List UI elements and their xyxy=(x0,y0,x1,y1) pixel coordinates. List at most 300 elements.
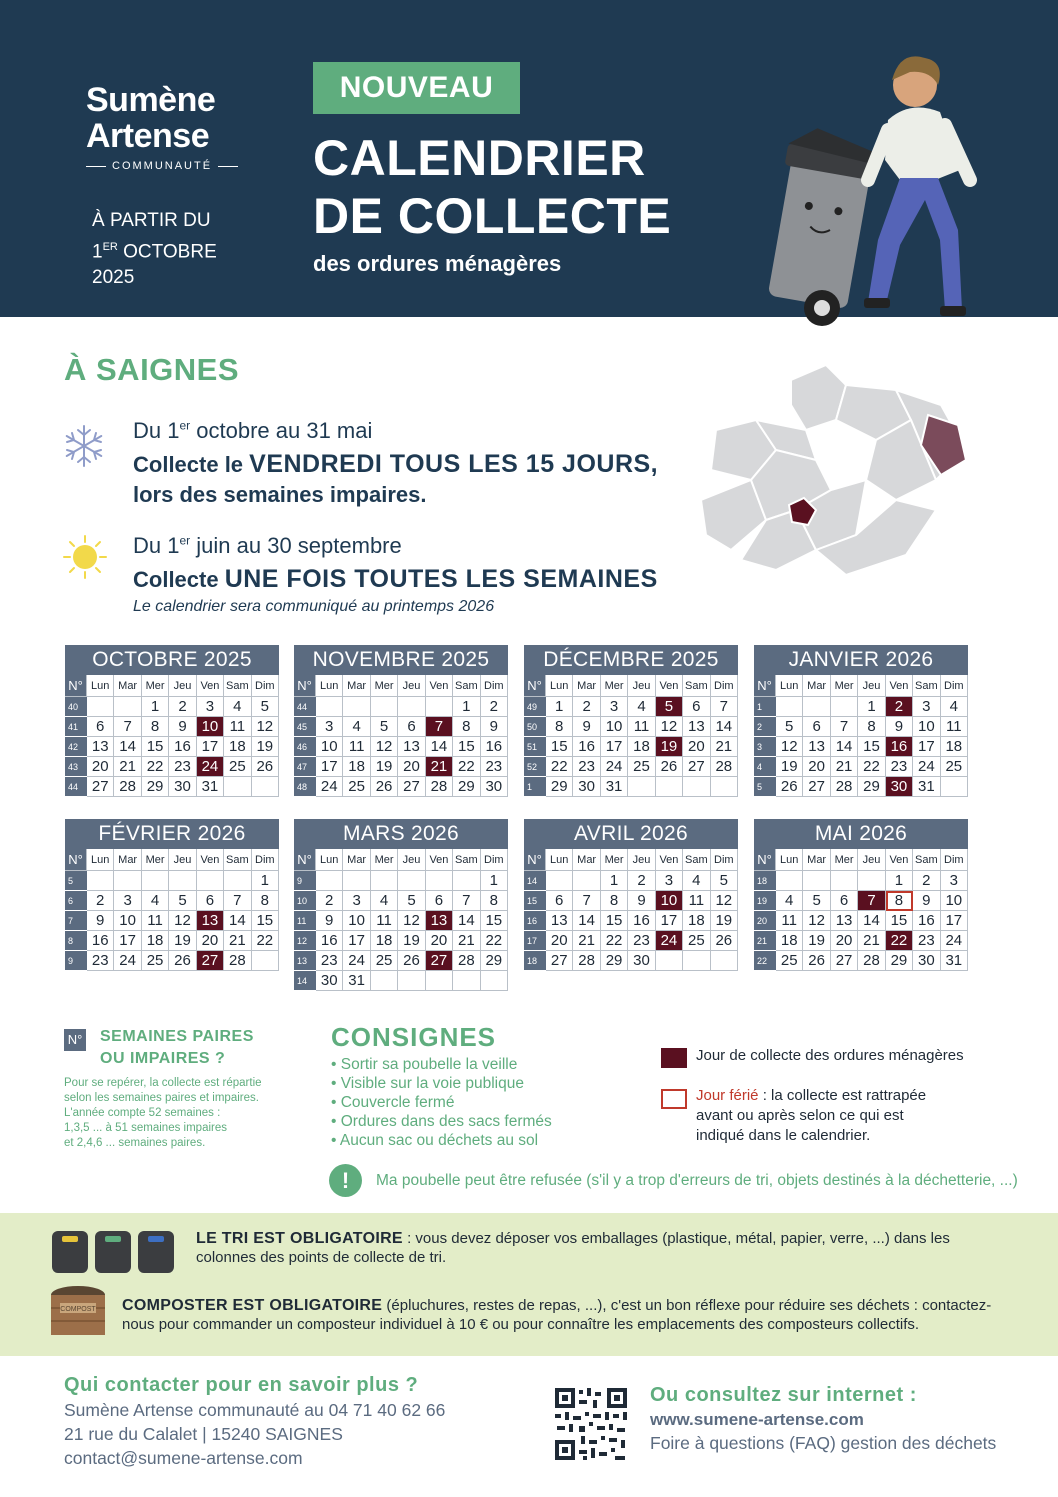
calendar-day: 5 xyxy=(398,891,425,911)
calendar-day: 10 xyxy=(941,891,968,911)
weekday-header: Sam xyxy=(913,849,940,871)
calendar-day: 19 xyxy=(711,911,738,931)
week-number: 4 xyxy=(754,757,776,777)
calendar-day: 29 xyxy=(546,777,573,797)
sorting-text: LE TRI EST OBLIGATOIRE : vous devez déposer vos emballages (plastique, métal, papier, verre, ...) dans les colonnes des points de collecte de tri. xyxy=(196,1230,950,1266)
calendar-day: 10 xyxy=(601,717,628,737)
calendar-day: 23 xyxy=(628,931,655,951)
calendar-day: 8 xyxy=(252,891,279,911)
calendar-empty-cell xyxy=(87,697,114,717)
calendar-day: 12 xyxy=(252,717,279,737)
calendar-day: 19 xyxy=(776,757,803,777)
week-number: 11 xyxy=(294,911,316,931)
week-number: 5 xyxy=(754,777,776,797)
calendar-day: 7 xyxy=(711,697,738,717)
week-number: 18 xyxy=(524,951,546,971)
calendar-day: 14 xyxy=(114,737,141,757)
calendar-day: 24 xyxy=(343,951,370,971)
calendar-day: 6 xyxy=(683,697,710,717)
weekday-header: Lun xyxy=(316,849,343,871)
calendar-day: 17 xyxy=(343,931,370,951)
calendar-empty-cell xyxy=(711,777,738,797)
website-link[interactable]: www.sumene-artense.com xyxy=(650,1410,864,1429)
calendar-empty-cell xyxy=(776,871,803,891)
week-number: 14 xyxy=(294,971,316,991)
week-number: 51 xyxy=(524,737,546,757)
calendar-day: 31 xyxy=(343,971,370,991)
calendar-day: 17 xyxy=(941,911,968,931)
calendar-day: 22 xyxy=(252,931,279,951)
calendar-day: 2 xyxy=(169,697,196,717)
collection-day: 10 xyxy=(197,717,224,737)
calendar-day: 28 xyxy=(858,951,885,971)
calendar-day: 8 xyxy=(481,891,508,911)
week-number: 17 xyxy=(524,931,546,951)
week-number: 45 xyxy=(294,717,316,737)
weekday-header: Mar xyxy=(343,675,370,697)
calendar-empty-cell xyxy=(628,777,655,797)
week-number: 9 xyxy=(294,871,316,891)
header-banner xyxy=(0,0,1058,317)
new-badge: NOUVEAU xyxy=(313,62,520,114)
calendar-month xyxy=(524,645,738,797)
calendar-month-title: DÉCEMBRE 2025 xyxy=(524,645,738,675)
calendar-day: 12 xyxy=(803,911,830,931)
week-number: 41 xyxy=(65,717,87,737)
calendar-day: 25 xyxy=(628,757,655,777)
calendar-day: 3 xyxy=(656,871,683,891)
calendar-empty-cell xyxy=(316,697,343,717)
calendar-day: 6 xyxy=(197,891,224,911)
calendar-month-title: OCTOBRE 2025 xyxy=(65,645,279,675)
week-number: 44 xyxy=(294,697,316,717)
calendar-day: 15 xyxy=(546,737,573,757)
week-number: 46 xyxy=(294,737,316,757)
calendar-empty-cell xyxy=(252,951,279,971)
week-number-header: N° xyxy=(65,675,87,697)
calendar-day: 25 xyxy=(371,951,398,971)
week-number: 20 xyxy=(754,911,776,931)
calendar-day: 28 xyxy=(711,757,738,777)
calendar-day: 27 xyxy=(398,777,425,797)
weekday-header: Ven xyxy=(656,849,683,871)
calendar-month-title: MARS 2026 xyxy=(294,819,508,849)
calendar-day: 7 xyxy=(114,717,141,737)
weekday-header: Ven xyxy=(197,675,224,697)
weekday-header: Dim xyxy=(252,849,279,871)
weekday-header: Sam xyxy=(683,675,710,697)
logo xyxy=(86,82,246,172)
town-name: À SAIGNES xyxy=(64,352,240,387)
calendar-day: 29 xyxy=(886,951,913,971)
calendar-day: 9 xyxy=(481,717,508,737)
calendar-grid xyxy=(754,849,968,971)
calendar-day: 1 xyxy=(601,871,628,891)
week-number: 48 xyxy=(294,777,316,797)
compost-text: COMPOSTER EST OBLIGATOIRE (épluchures, restes de repas, ...), c'est un bon réflexe pour réduire ses déchets : contactez- nous pour commander un composteur individuel à 10 € ou pour connaître les emplacements des composteurs collectifs. xyxy=(122,1297,992,1333)
calendar-grid xyxy=(65,849,279,971)
calendar-day: 28 xyxy=(114,777,141,797)
legend-collect-text: Jour de collecte des ordures ménagères xyxy=(696,1047,964,1064)
calendar-day: 17 xyxy=(601,737,628,757)
calendar-day: 8 xyxy=(858,717,885,737)
calendar-day: 18 xyxy=(142,931,169,951)
calendar-month xyxy=(65,645,279,797)
weekday-header: Ven xyxy=(656,675,683,697)
calendar-day: 14 xyxy=(831,737,858,757)
calendar-day: 2 xyxy=(316,891,343,911)
calendar-day: 13 xyxy=(87,737,114,757)
calendar-day: 11 xyxy=(224,717,251,737)
weekday-header: Dim xyxy=(711,675,738,697)
week-number: 3 xyxy=(754,737,776,757)
calendar-day: 23 xyxy=(913,931,940,951)
weekday-header: Lun xyxy=(546,849,573,871)
calendar-day: 26 xyxy=(776,777,803,797)
week-number: 2 xyxy=(754,717,776,737)
summer-period: Du 1er juin au 30 septembre xyxy=(133,533,402,558)
web-title: Ou consultez sur internet : xyxy=(650,1384,917,1406)
calendar-day: 21 xyxy=(453,931,480,951)
calendar-empty-cell xyxy=(941,777,968,797)
calendar-day: 4 xyxy=(683,871,710,891)
calendar-empty-cell xyxy=(142,871,169,891)
calendar-day: 6 xyxy=(87,717,114,737)
week-number: 22 xyxy=(754,951,776,971)
calendar-day: 9 xyxy=(87,911,114,931)
list-item: • Couvercle fermé xyxy=(331,1094,455,1111)
logo-line2: Artense xyxy=(86,117,210,155)
calendar-empty-cell xyxy=(683,951,710,971)
calendar-day: 26 xyxy=(169,951,196,971)
calendar-day: 2 xyxy=(87,891,114,911)
calendar-day: 17 xyxy=(913,737,940,757)
calendar-day: 15 xyxy=(481,911,508,931)
calendar-day: 30 xyxy=(169,777,196,797)
calendar-day: 31 xyxy=(941,951,968,971)
week-number: 40 xyxy=(65,697,87,717)
weekday-header: Jeu xyxy=(398,675,425,697)
calendar-day: 7 xyxy=(573,891,600,911)
calendar-day: 5 xyxy=(169,891,196,911)
week-number: 52 xyxy=(524,757,546,777)
calendar-day: 12 xyxy=(711,891,738,911)
week-number: 1 xyxy=(524,777,546,797)
calendar-day: 9 xyxy=(628,891,655,911)
weekday-header: Ven xyxy=(886,849,913,871)
calendar-empty-cell xyxy=(831,871,858,891)
calendar-day: 15 xyxy=(453,737,480,757)
calendar-empty-cell xyxy=(87,871,114,891)
calendar-day: 16 xyxy=(913,911,940,931)
holiday-day: 8 xyxy=(886,891,913,911)
collection-day: 7 xyxy=(858,891,885,911)
weekday-header: Sam xyxy=(224,849,251,871)
week-number-header: N° xyxy=(65,849,87,871)
calendar-month xyxy=(524,819,738,971)
week-number: 6 xyxy=(65,891,87,911)
calendar-day: 22 xyxy=(601,931,628,951)
calendar-day: 23 xyxy=(481,757,508,777)
calendar-day: 19 xyxy=(803,931,830,951)
calendar-day: 8 xyxy=(546,717,573,737)
calendar-day: 5 xyxy=(371,717,398,737)
calendar-empty-cell xyxy=(343,871,370,891)
weekday-header: Dim xyxy=(941,675,968,697)
calendar-day: 5 xyxy=(711,871,738,891)
calendar-empty-cell xyxy=(858,871,885,891)
calendar-day: 4 xyxy=(371,891,398,911)
calendar-grid xyxy=(524,675,738,797)
calendar-day: 1 xyxy=(858,697,885,717)
weekday-header: Mer xyxy=(371,675,398,697)
calendar-day: 3 xyxy=(114,891,141,911)
weekday-header: Sam xyxy=(453,675,480,697)
winter-rule-detail: lors des semaines impaires. xyxy=(133,482,427,507)
calendar-day: 23 xyxy=(316,951,343,971)
weekday-header: Mer xyxy=(142,849,169,871)
calendar-day: 23 xyxy=(169,757,196,777)
weekday-header: Sam xyxy=(913,675,940,697)
calendar-day: 4 xyxy=(776,891,803,911)
legend-holiday-text: Jour férié : la collecte est rattrapée avant ou après selon ce qui est indiqué dans le calendrier. xyxy=(696,1087,927,1144)
calendar-day: 16 xyxy=(573,737,600,757)
calendar-day: 26 xyxy=(656,757,683,777)
weekday-header: Mar xyxy=(343,849,370,871)
calendar-day: 28 xyxy=(831,777,858,797)
week-number: 7 xyxy=(65,911,87,931)
calendar-day: 21 xyxy=(711,737,738,757)
week-number: 21 xyxy=(754,931,776,951)
calendar-day: 12 xyxy=(169,911,196,931)
week-number: 5 xyxy=(65,871,87,891)
calendar-day: 10 xyxy=(316,737,343,757)
faq-link[interactable]: Foire à questions (FAQ) gestion des déchets xyxy=(650,1433,997,1453)
calendar-empty-cell xyxy=(573,871,600,891)
week-number: 44 xyxy=(65,777,87,797)
recycling-bins-icon xyxy=(50,1227,178,1275)
calendar-day: 24 xyxy=(941,931,968,951)
calendar-day: 27 xyxy=(831,951,858,971)
weekday-header: Dim xyxy=(252,675,279,697)
calendar-day: 18 xyxy=(371,931,398,951)
week-number: 42 xyxy=(65,737,87,757)
weekday-header: Dim xyxy=(481,675,508,697)
week-number: 8 xyxy=(65,931,87,951)
legend-collect-swatch xyxy=(661,1048,687,1068)
calendar-day: 18 xyxy=(343,757,370,777)
weekday-header: Mar xyxy=(573,675,600,697)
calendar-grid xyxy=(294,675,508,797)
calendar-empty-cell xyxy=(656,777,683,797)
calendar-day: 10 xyxy=(114,911,141,931)
week-number: 1 xyxy=(754,697,776,717)
weekday-header: Mar xyxy=(803,675,830,697)
calendar-day: 19 xyxy=(398,931,425,951)
calendar-day: 11 xyxy=(776,911,803,931)
week-number-header: N° xyxy=(294,675,316,697)
calendar-month xyxy=(294,645,508,797)
week-number: 50 xyxy=(524,717,546,737)
calendar-empty-cell xyxy=(426,971,453,991)
calendar-day: 19 xyxy=(252,737,279,757)
calendar-day: 11 xyxy=(941,717,968,737)
calendar-day: 30 xyxy=(913,951,940,971)
calendar-day: 28 xyxy=(224,951,251,971)
calendar-empty-cell xyxy=(481,971,508,991)
collection-day: 16 xyxy=(886,737,913,757)
calendar-day: 20 xyxy=(803,757,830,777)
calendar-day: 3 xyxy=(941,871,968,891)
calendar-month-title: NOVEMBRE 2025 xyxy=(294,645,508,675)
calendar-empty-cell xyxy=(169,871,196,891)
weekday-header: Ven xyxy=(426,849,453,871)
calendar-empty-cell xyxy=(252,777,279,797)
collection-day: 22 xyxy=(886,931,913,951)
collection-day: 5 xyxy=(656,697,683,717)
weekday-header: Jeu xyxy=(628,675,655,697)
calendar-day: 19 xyxy=(371,757,398,777)
calendar-day: 3 xyxy=(913,697,940,717)
calendar-day: 17 xyxy=(114,931,141,951)
weekday-header: Mer xyxy=(831,675,858,697)
weekday-header: Jeu xyxy=(858,675,885,697)
calendar-day: 28 xyxy=(426,777,453,797)
contact-title: Qui contacter pour en savoir plus ? xyxy=(64,1374,419,1396)
calendar-empty-cell xyxy=(197,871,224,891)
calendar-day: 13 xyxy=(803,737,830,757)
weekday-header: Mer xyxy=(831,849,858,871)
calendar-empty-cell xyxy=(683,777,710,797)
week-number: 14 xyxy=(524,871,546,891)
calendar-day: 4 xyxy=(628,697,655,717)
weekday-header: Jeu xyxy=(858,849,885,871)
contact-email[interactable]: contact@sumene-artense.com xyxy=(64,1448,303,1468)
compost-label: COMPOST xyxy=(60,1306,96,1313)
calendar-day: 24 xyxy=(913,757,940,777)
calendar-day: 20 xyxy=(398,757,425,777)
calendar-day: 29 xyxy=(142,777,169,797)
calendar-day: 11 xyxy=(628,717,655,737)
calendar-day: 1 xyxy=(453,697,480,717)
week-number-header: N° xyxy=(294,849,316,871)
calendar-empty-cell xyxy=(371,871,398,891)
collection-day: 7 xyxy=(426,717,453,737)
week-number-header: N° xyxy=(524,675,546,697)
week-number: 43 xyxy=(65,757,87,777)
calendar-day: 4 xyxy=(224,697,251,717)
collection-day: 30 xyxy=(886,777,913,797)
calendar-day: 16 xyxy=(628,911,655,931)
collection-day: 27 xyxy=(426,951,453,971)
alert-text: Ma poubelle peut être refusée (s'il y a trop d'erreurs de tri, objets destinés à la déchetterie, ...) xyxy=(376,1172,1018,1189)
weekday-header: Lun xyxy=(87,675,114,697)
calendar-day: 29 xyxy=(453,777,480,797)
calendar-day: 5 xyxy=(776,717,803,737)
legend-holiday-swatch xyxy=(661,1089,687,1109)
calendar-day: 28 xyxy=(453,951,480,971)
calendar-day: 25 xyxy=(142,951,169,971)
qr-code-icon[interactable] xyxy=(553,1386,629,1462)
calendar-month xyxy=(294,819,508,991)
calendar-day: 20 xyxy=(831,931,858,951)
logo-line3: COMMUNAUTÉ xyxy=(86,160,246,172)
calendar-day: 16 xyxy=(169,737,196,757)
weeks-explanation: Pour se repérer, la collecte est répartie selon les semaines paires et impaires. L'année compte 52 semaines : 1,3,5 ... à 51 semaines impaires et 2,4,6 ... semaines paires. xyxy=(64,1077,262,1149)
page-title-line1: CALENDRIER xyxy=(313,130,646,186)
calendar-day: 15 xyxy=(858,737,885,757)
calendar-day: 16 xyxy=(316,931,343,951)
calendar-day: 6 xyxy=(803,717,830,737)
calendar-day: 20 xyxy=(197,931,224,951)
calendar-day: 4 xyxy=(343,717,370,737)
weekday-header: Ven xyxy=(426,675,453,697)
summer-note: Le calendrier sera communiqué au printemps 2026 xyxy=(133,598,495,615)
collection-day: 2 xyxy=(886,697,913,717)
weekday-header: Dim xyxy=(941,849,968,871)
calendar-day: 3 xyxy=(343,891,370,911)
calendar-day: 25 xyxy=(776,951,803,971)
calendar-day: 27 xyxy=(683,757,710,777)
summer-rule: Collecte UNE FOIS TOUTES LES SEMAINES xyxy=(133,565,658,593)
calendar-day: 29 xyxy=(858,777,885,797)
weekday-header: Sam xyxy=(683,849,710,871)
weekday-header: Mer xyxy=(371,849,398,871)
calendar-day: 10 xyxy=(913,717,940,737)
compost-bin-icon xyxy=(48,1283,108,1338)
calendar-day: 15 xyxy=(886,911,913,931)
calendar-day: 9 xyxy=(886,717,913,737)
calendar-empty-cell xyxy=(453,871,480,891)
calendar-month-title: MAI 2026 xyxy=(754,819,968,849)
logo-line1: Sumène xyxy=(86,81,216,119)
calendar-day: 7 xyxy=(831,717,858,737)
calendar-day: 20 xyxy=(546,931,573,951)
weekday-header: Dim xyxy=(711,849,738,871)
calendar-month xyxy=(65,819,279,971)
calendar-day: 14 xyxy=(453,911,480,931)
consignes-title: CONSIGNES xyxy=(331,1022,497,1052)
weekday-header: Mar xyxy=(573,849,600,871)
calendar-day: 1 xyxy=(481,871,508,891)
calendar-day: 18 xyxy=(941,737,968,757)
calendar-empty-cell xyxy=(711,951,738,971)
calendar-day: 14 xyxy=(858,911,885,931)
calendar-empty-cell xyxy=(546,871,573,891)
calendar-empty-cell xyxy=(114,697,141,717)
calendar-day: 16 xyxy=(481,737,508,757)
calendar-day: 30 xyxy=(573,777,600,797)
list-item: • Sortir sa poubelle la veille xyxy=(331,1056,518,1073)
calendar-day: 21 xyxy=(831,757,858,777)
calendar-day: 4 xyxy=(142,891,169,911)
calendar-day: 1 xyxy=(546,697,573,717)
calendar-day: 5 xyxy=(252,697,279,717)
calendar-month xyxy=(754,819,968,971)
calendar-day: 27 xyxy=(546,951,573,971)
calendar-grid xyxy=(65,675,279,797)
calendar-day: 11 xyxy=(343,737,370,757)
calendar-month-title: AVRIL 2026 xyxy=(524,819,738,849)
calendar-day: 18 xyxy=(224,737,251,757)
weekday-header: Mer xyxy=(601,675,628,697)
weekday-header: Sam xyxy=(224,675,251,697)
week-number: 47 xyxy=(294,757,316,777)
weeks-title: SEMAINES PAIRES OU IMPAIRES ? xyxy=(100,1028,254,1067)
calendar-day: 21 xyxy=(224,931,251,951)
calendar-day: 22 xyxy=(481,931,508,951)
calendar-day: 15 xyxy=(601,911,628,931)
